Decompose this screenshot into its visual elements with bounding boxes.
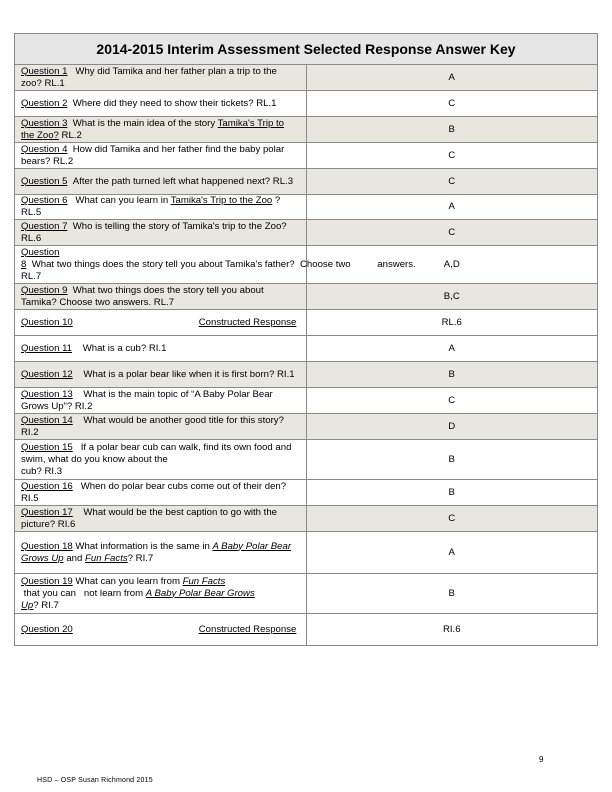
question-cell — [15, 532, 307, 574]
question-label: Question 6 — [21, 195, 68, 206]
story-title-ref: Fun Facts — [182, 575, 226, 587]
table-row — [15, 220, 598, 246]
answer-cell: C — [306, 169, 598, 195]
question-label: Question 8 — [21, 246, 60, 270]
question-text: If a polar bear cub can walk, find its own food and swim, what do you know about the — [21, 441, 292, 465]
answer-cell: B — [306, 117, 598, 143]
title-row — [15, 34, 598, 65]
question-label: Question 1 — [21, 65, 68, 77]
question-cell — [15, 480, 307, 506]
answer-cell: A — [306, 195, 598, 220]
question-text-mid: that you can not learn from — [21, 587, 146, 599]
question-text: Where did they need to show their tickets? RL.1 — [72, 97, 277, 109]
question-label: Question 7 — [21, 220, 68, 232]
question-text: What two things does the story tell you about Tamika? Choose two answers. RL.7 — [21, 284, 264, 308]
table-row — [15, 195, 598, 220]
table-row — [15, 440, 598, 480]
question-label: Question 14 — [21, 414, 73, 426]
table-row — [15, 336, 598, 362]
footer-credit: HSD – OSP Susan Richmond 2015 — [37, 777, 153, 784]
question-cell — [15, 284, 307, 310]
question-standard: RL.7 — [21, 270, 42, 282]
question-standard: cub? RI.3 — [21, 465, 63, 477]
story-title-ref-2-cont: Up — [21, 599, 34, 611]
table-row — [15, 614, 598, 646]
answer-cell: B — [306, 362, 598, 388]
story-title-ref-2: A Baby Polar Bear Grows — [145, 587, 255, 599]
answer-key-table — [14, 33, 598, 646]
question-cell — [15, 506, 307, 532]
question-text: What is the main topic of “A Baby Polar Bear Grows Up”? RI.2 — [21, 388, 273, 412]
answer-cell: A — [306, 65, 598, 91]
question-cell — [15, 362, 307, 388]
table-row — [15, 480, 598, 506]
table-row — [15, 506, 598, 532]
table-row — [15, 143, 598, 169]
answer-cell: B — [306, 440, 598, 480]
table-row — [15, 362, 598, 388]
question-cell — [15, 91, 307, 117]
answer-cell: C — [306, 388, 598, 414]
question-cell — [15, 195, 307, 220]
question-label: Question 17 — [21, 506, 73, 518]
question-cell — [15, 614, 307, 646]
question-label: Question 12 — [21, 368, 73, 380]
question-text: After the path turned left what happened next? RL.3 — [72, 175, 294, 187]
question-text: What is a polar bear like when it is first born? RI.1 — [83, 368, 295, 380]
answer-cell: C — [306, 506, 598, 532]
story-title-ref: Tamika's Trip to the Zoo? — [21, 117, 284, 141]
answer-key-sheet — [14, 33, 598, 646]
table-row — [15, 246, 598, 284]
question-text: What is a cub? RI.1 — [82, 342, 167, 354]
question-text: What information is the same in — [75, 540, 213, 552]
question-standard: ? RL.5 — [21, 195, 281, 218]
question-text: What can you learn from — [75, 575, 183, 587]
answer-cell: B — [306, 480, 598, 506]
question-label: Question 3 — [21, 117, 68, 129]
question-text: What two things does the story tell you about Tamika's father? Choose two answers. — [31, 258, 416, 270]
question-cell — [15, 440, 307, 480]
question-cell — [15, 414, 307, 440]
answer-cell: RL.6 — [306, 310, 598, 336]
story-title-ref-2: Fun Facts — [85, 552, 128, 564]
question-cell — [15, 220, 307, 246]
constructed-response-label: Constructed Response — [198, 316, 297, 328]
answer-cell: C — [306, 91, 598, 117]
table-row — [15, 91, 598, 117]
question-text: What would be another good title for this story? RI.2 — [21, 414, 284, 438]
table-row — [15, 388, 598, 414]
question-label: Question 9 — [21, 284, 68, 296]
answer-cell: A,D — [306, 246, 598, 284]
page-title: 2014-2015 Interim Assessment Selected Response Answer Key — [15, 34, 598, 65]
question-cell — [15, 117, 307, 143]
question-label: Question 10 — [21, 316, 73, 328]
constructed-response-label: Constructed Response — [198, 623, 297, 635]
question-label: Question 13 — [21, 388, 73, 400]
question-label: Question 16 — [21, 480, 73, 492]
question-cell — [15, 246, 416, 284]
question-cell — [15, 310, 307, 336]
answer-cell: B,C — [306, 284, 598, 310]
page-number: 9 — [539, 755, 544, 764]
answer-cell: RI.6 — [306, 614, 598, 646]
table-row — [15, 169, 598, 195]
question-cell — [15, 336, 307, 362]
table-row — [15, 310, 598, 336]
question-label: Question 11 — [21, 342, 73, 354]
question-text-mid: and — [63, 552, 85, 564]
table-row — [15, 117, 598, 143]
question-text: What can you learn in — [75, 195, 171, 206]
table-row — [15, 414, 598, 440]
question-label: Question 2 — [21, 97, 68, 109]
question-cell — [15, 169, 307, 195]
question-label: Question 18 — [21, 540, 73, 552]
question-text: When do polar bear cubs come out of their den? RI.5 — [21, 480, 287, 504]
answer-cell: A — [306, 532, 598, 574]
question-cell — [15, 143, 307, 169]
question-cell — [15, 388, 307, 414]
question-text: What is the main idea of the story — [72, 117, 218, 129]
question-label: Question 4 — [21, 143, 68, 155]
question-label: Question 15 — [21, 441, 73, 453]
story-title-ref: Tamika's Trip to the Zoo — [170, 195, 273, 206]
question-text: What would be the best caption to go with the picture? RI.6 — [21, 506, 278, 530]
answer-cell: A — [306, 336, 598, 362]
question-text: Why did Tamika and her father plan a trip to the zoo? RL.1 — [21, 65, 277, 89]
question-text: Who is telling the story of Tamika's trip to the Zoo? RL.6 — [21, 220, 287, 244]
question-label: Question 5 — [21, 175, 68, 187]
question-standard: ? RI.7 — [33, 599, 59, 611]
answer-cell: D — [306, 414, 598, 440]
table-row — [15, 532, 598, 574]
question-text: How did Tamika and her father find the baby polar bears? RL.2 — [21, 143, 285, 167]
answer-cell: B — [306, 574, 598, 614]
story-title-ref: A Baby Polar Bear Grows Up — [21, 540, 292, 564]
answer-cell: C — [306, 143, 598, 169]
question-standard: ? RI.7 — [127, 552, 154, 564]
table-row — [15, 574, 598, 614]
question-label: Question 19 — [21, 575, 73, 587]
table-row — [15, 284, 598, 310]
table-row — [15, 65, 598, 91]
answer-cell: C — [306, 220, 598, 246]
question-standard: RL.2 — [58, 129, 82, 141]
question-cell — [15, 574, 307, 614]
question-label: Question 20 — [21, 623, 73, 635]
question-cell — [15, 65, 307, 91]
